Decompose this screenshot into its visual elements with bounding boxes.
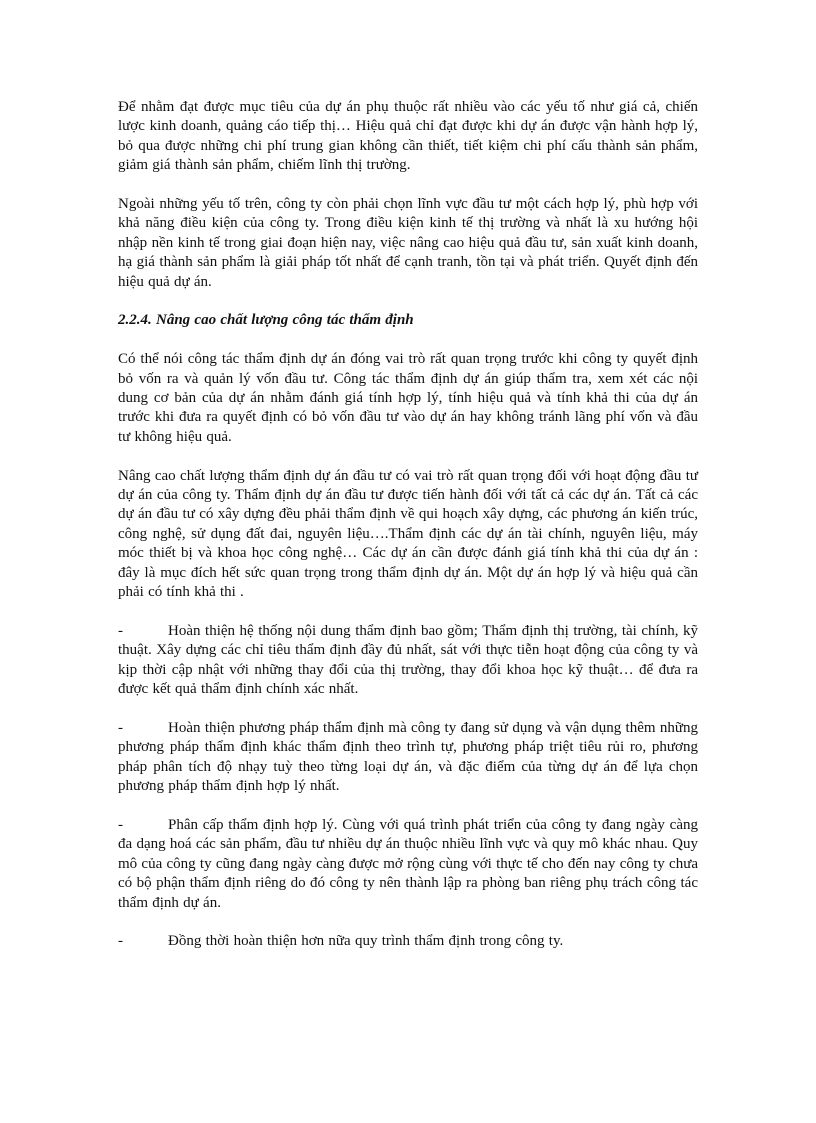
paragraph-appraisal-role: Có thể nói công tác thẩm định dự án đóng vai trò rất quan trọng trước khi công ty quyết định bỏ vốn ra và quản lý vốn đầu tư. Công tác thẩm định dự án giúp thẩm tra, xem xét các nội dung cơ bản của dự án nhằm đánh giá tính hợp lý, tính hiệu quả và tính khả thi của dự án trước khi đưa ra quyết định có bỏ vốn đầu tư vào dự án hay không tránh lãng phí vốn và đầu tư không hiệu quả. [118, 351, 698, 445]
bullet-text: Hoàn thiện hệ thống nội dung thẩm định bao gồm; Thẩm định thị trường, tài chính, kỹ thuật. Xây dựng các chỉ tiêu thẩm định đầy đủ nhất, sát với thực tiễn hoạt động của công ty và kịp thời cập nhật với những thay đổi của thị trường, thay đổi khoa học kỹ thuật… để đưa ra được kết quả thẩm định chính xác nhất. [118, 622, 698, 698]
bullet-text: Phân cấp thẩm định hợp lý. Cùng với quá trình phát triển của công ty đang ngày càng đa dạng hoá các sản phẩm, đầu tư nhiều dự án thuộc nhiều lĩnh vực và quy mô khác nhau. Quy mô của công ty cũng đang ngày càng được mở rộng cùng với thực tế cho đến nay công ty chưa có bộ phận thẩm định riêng do đó công ty nên thành lập ra phòng ban riêng phụ trách công tác thẩm định dự án. [118, 816, 698, 911]
section-heading: 2.2.4. Nâng cao chất lượng công tác thẩm định [118, 312, 414, 329]
paragraph-gap [118, 700, 698, 719]
paragraph-gap [118, 603, 698, 622]
paragraph-investment-field: Ngoài những yếu tố trên, công ty còn phải chọn lĩnh vực đầu tư một cách hợp lý, phù hợp với khả năng điều kiện của công ty. Trong điều kiện kinh tế thị trường và nhất là xu hướng hội nhập nền kinh tế trong giai đoạn hiện nay, việc nâng cao hiệu quả đầu tư, sản xuất kinh doanh, hạ giá thành sản phẩm là giải pháp tốt nhất để cạnh tranh, tồn tại và phát triển. Quyết định đến hiệu quả dự án. [118, 196, 698, 290]
paragraph-project-goals: Để nhằm đạt được mục tiêu của dự án phụ thuộc rất nhiều vào các yếu tố như giá cả, chiến lược kinh doanh, quảng cáo tiếp thị… Hiệu quả chỉ đạt được khi dự án được vận hành hợp lý, bỏ qua được những chi phí trung gian không cần thiết, tiết kiệm chi phí cấu thành sản phẩm, giảm giá thành sản phẩm, chiếm lĩnh thị trường. [118, 99, 698, 174]
paragraph-gap [118, 913, 698, 932]
paragraph-gap [118, 447, 698, 466]
paragraph-gap [118, 797, 698, 816]
bullet-dash: - [118, 719, 123, 736]
bullet-item [118, 719, 698, 797]
paragraph-gap [118, 176, 698, 195]
paragraph-gap [118, 331, 698, 350]
bullet-item [118, 932, 698, 951]
paragraph-gap [118, 292, 698, 311]
bullet-dash: - [118, 816, 123, 833]
paragraph-appraisal-quality: Nâng cao chất lượng thẩm định dự án đầu tư có vai trò rất quan trọng đối với hoạt động đầu tư dự án của công ty. Thẩm định dự án đầu tư được tiến hành đối với tất cả các dự án. Tất cả các dự án đầu tư có xây dựng đều phải thẩm định về qui hoạch xây dựng, các phương án kiến trúc, công nghệ, sử dụng đất đai, nguyên liệu….Thẩm định các dự án tài chính, nguyên liệu, máy móc thiết bị và khoa học công nghệ… Các dự án cần được đánh giá tính khả thi của dự án : đây là mục đích hết sức quan trọng trong thẩm định dự án. Một dự án hợp lý và hiệu quả cần phải có tính khả thi . [118, 467, 698, 601]
bullet-text: Hoàn thiện phương pháp thẩm định mà công ty đang sử dụng và vận dụng thêm những phương pháp thẩm định khác thẩm định theo trình tự, phương pháp triệt tiêu rủi ro, phương pháp phân tích độ nhạy tuỳ theo từng loại dự án, và đặc điểm của từng dự án để lựa chọn phương pháp thẩm định hợp lý nhất. [118, 719, 698, 795]
bullet-text: Đồng thời hoàn thiện hơn nữa quy trình thẩm định trong công ty. [168, 933, 564, 950]
bullet-dash: - [118, 933, 123, 950]
bullet-item [118, 622, 698, 700]
bullet-item [118, 816, 698, 913]
document-page [118, 98, 698, 952]
bullet-dash: - [118, 622, 123, 639]
